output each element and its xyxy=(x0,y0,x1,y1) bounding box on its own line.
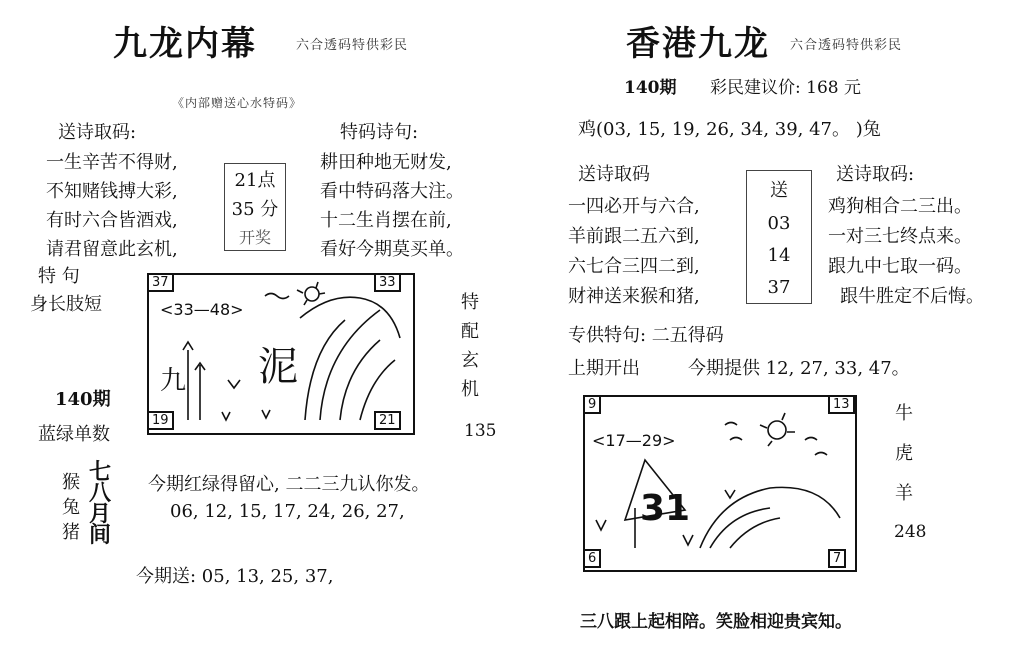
picture-glyph: 31 xyxy=(640,488,691,529)
month-char: 七 xyxy=(89,459,112,485)
send-box-number: 03 xyxy=(767,213,791,235)
right-provide: 今期提供 12, 27, 33, 47。 xyxy=(688,358,910,379)
animal: 虎 xyxy=(895,443,913,464)
poem-line: 跟牛胜定不后悔。 xyxy=(840,286,984,307)
right-send-poem-label-right: 送诗取码: xyxy=(836,164,915,185)
animal: 猪 xyxy=(62,522,80,543)
right-title: 香港九龙 xyxy=(626,24,770,64)
right-chicken-line: 鸡(03, 15, 19, 26, 34, 39, 47。 )兔 xyxy=(578,119,881,140)
right-price: 彩民建议价: 168 元 xyxy=(710,78,861,98)
right-last-period: 上期开出 xyxy=(568,358,640,379)
picture-corner-bl: 19 xyxy=(147,411,174,430)
left-color-hint: 蓝绿单数 xyxy=(38,424,110,445)
time-minute: 35 分 xyxy=(231,199,279,221)
poem-line: 鸡狗相合二三出。 xyxy=(828,196,972,217)
side-char: 机 xyxy=(461,379,479,400)
picture-glyph: 九 xyxy=(160,366,187,396)
month-char: 八 xyxy=(89,480,112,506)
poem-line: 看中特码落大注。 xyxy=(320,181,464,202)
right-send-poem-label-left: 送诗取码 xyxy=(578,164,650,185)
month-char: 月 xyxy=(89,501,112,527)
animal: 猴 xyxy=(62,472,80,493)
picture-corner-tl: 9 xyxy=(583,395,601,414)
right-side-number: 248 xyxy=(894,522,927,542)
animal: 牛 xyxy=(895,403,913,424)
left-special-label: 特 句 xyxy=(38,266,80,287)
poem-line: 请君留意此玄机, xyxy=(46,239,178,260)
side-char: 配 xyxy=(461,321,479,342)
picture-corner-tl: 37 xyxy=(147,273,174,292)
left-note: 《内部赠送心水特码》 xyxy=(172,96,303,110)
side-char: 玄 xyxy=(461,350,479,371)
left-numbers-line: 06, 12, 15, 17, 24, 26, 27, xyxy=(170,501,405,522)
left-send-poem-label: 送诗取码: xyxy=(58,122,137,143)
left-subtitle: 六合透码特供彩民 xyxy=(296,38,409,53)
poem-line: 十二生肖摆在前, xyxy=(320,210,452,231)
poem-line: 有时六合皆酒戏, xyxy=(46,210,178,231)
poem-line: 六七合三四二到, xyxy=(568,256,700,277)
picture-range: <17—29> xyxy=(592,431,676,450)
picture-range: <33—48> xyxy=(160,300,244,319)
poem-line: 财神送来猴和猪, xyxy=(568,286,700,307)
right-footer: 三八跟上起相陪。笑脸相迎贵宾知。 xyxy=(580,612,852,632)
poem-line: 羊前跟二五六到, xyxy=(568,226,700,247)
picture-corner-tr: 33 xyxy=(374,273,401,292)
animal: 羊 xyxy=(895,483,913,504)
poem-line: 跟九中七取一码。 xyxy=(828,256,972,277)
poem-line: 不知赌钱搏大彩, xyxy=(46,181,178,202)
poem-line: 看好今期莫买单。 xyxy=(320,239,464,260)
poem-line: 一四必开与六合, xyxy=(568,196,700,217)
left-title: 九龙内幕 xyxy=(113,24,257,64)
left-period: 140期 xyxy=(55,389,111,410)
send-box-number: 37 xyxy=(767,276,791,298)
time-draw: 开奖 xyxy=(238,228,271,248)
right-special-phrase: 专供特句: 二五得码 xyxy=(568,325,724,346)
picture-corner-br: 7 xyxy=(828,549,846,568)
left-special-phrase: 身长肢短 xyxy=(30,294,102,315)
send-box-number: 14 xyxy=(767,244,791,266)
side-char: 特 xyxy=(461,292,479,313)
picture-corner-br: 21 xyxy=(374,411,401,430)
left-side-number: 135 xyxy=(464,421,497,441)
poem-line: 耕田种地无财发, xyxy=(320,152,452,173)
animal: 兔 xyxy=(62,497,80,518)
right-period: 140期 xyxy=(624,78,677,98)
right-subtitle: 六合透码特供彩民 xyxy=(790,38,903,53)
left-hint-line: 今期红绿得留心, 二二三九认你发。 xyxy=(148,474,430,495)
picture-corner-bl: 6 xyxy=(583,549,601,568)
picture-glyph-2: 泥 xyxy=(258,344,298,390)
left-special-poem-label: 特码诗句: xyxy=(340,122,419,143)
time-hour: 21点 xyxy=(234,169,276,191)
left-send-line: 今期送: 05, 13, 25, 37, xyxy=(136,566,334,587)
poem-line: 一对三七终点来。 xyxy=(828,226,972,247)
right-side-animals xyxy=(895,394,913,514)
picture-corner-tr: 13 xyxy=(828,395,855,414)
month-char: 间 xyxy=(89,522,112,548)
poem-line: 一生辛苦不得财, xyxy=(46,152,178,173)
send-box-label: 送 xyxy=(770,180,788,202)
